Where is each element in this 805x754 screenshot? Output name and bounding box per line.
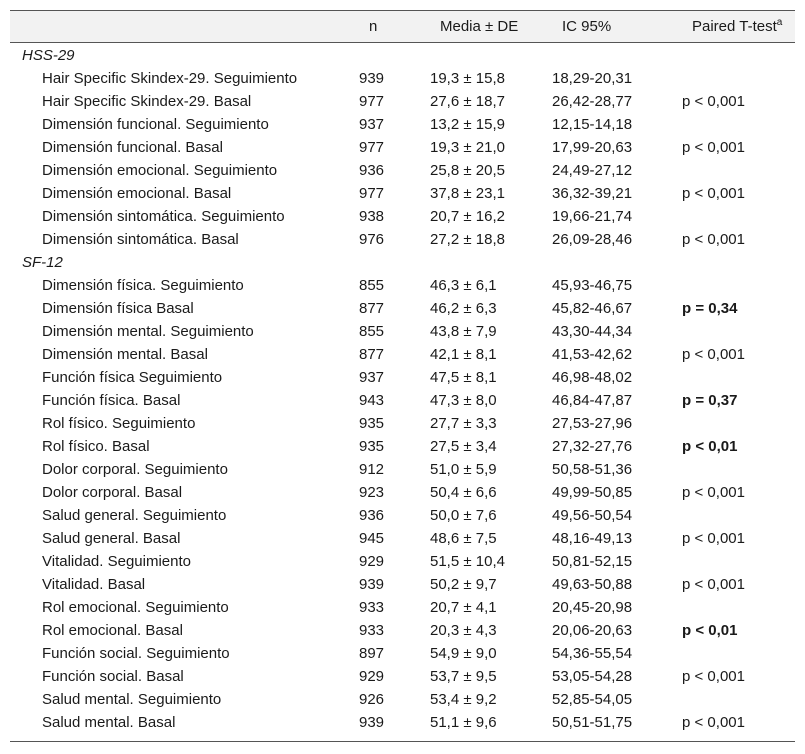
row-pvalue: p < 0,001 [682,139,745,156]
table-header [10,10,795,43]
section-title: HSS-29 [22,47,75,64]
table-row [0,573,805,596]
row-n: 977 [359,185,385,202]
row-ic: 46,98-48,02 [552,369,633,386]
table-row [0,366,805,389]
row-mean: 27,2 ± 18,8 [430,231,505,248]
row-label: Función social. Seguimiento [42,645,230,662]
row-label: Rol físico. Basal [42,438,150,455]
section-row [0,44,805,67]
row-mean: 51,5 ± 10,4 [430,553,505,570]
row-label: Hair Specific Skindex-29. Basal [42,93,252,110]
row-mean: 47,5 ± 8,1 [430,369,497,386]
table-row [0,113,805,136]
row-pvalue: p < 0,001 [682,231,745,248]
header-n: n [369,18,378,35]
row-n: 929 [359,668,385,685]
table-row [0,159,805,182]
row-pvalue: p < 0,01 [682,438,738,455]
row-label: Salud mental. Seguimiento [42,691,222,708]
table-row [0,665,805,688]
row-ic: 26,42-28,77 [552,93,633,110]
row-label: Dimensión emocional. Seguimiento [42,162,278,179]
row-mean: 42,1 ± 8,1 [430,346,497,363]
row-ic: 49,63-50,88 [552,576,633,593]
row-ic: 27,32-27,76 [552,438,633,455]
row-mean: 46,3 ± 6,1 [430,277,497,294]
row-mean: 27,7 ± 3,3 [430,415,497,432]
row-ic: 54,36-55,54 [552,645,633,662]
row-n: 935 [359,415,385,432]
table-row [0,90,805,113]
row-mean: 51,1 ± 9,6 [430,714,497,731]
header-ptest-footnote: a [776,17,783,28]
table-row [0,688,805,711]
row-ic: 52,85-54,05 [552,691,633,708]
row-n: 877 [359,300,385,317]
row-ic: 27,53-27,96 [552,415,633,432]
row-n: 936 [359,162,385,179]
section-row [0,251,805,274]
row-label: Dimensión funcional. Seguimiento [42,116,269,133]
row-mean: 25,8 ± 20,5 [430,162,505,179]
row-pvalue: p < 0,001 [682,346,745,363]
table-row [0,389,805,412]
row-ic: 20,06-20,63 [552,622,633,639]
table-row [0,711,805,734]
table-row [0,228,805,251]
table-row [0,136,805,159]
row-n: 935 [359,438,385,455]
row-n: 943 [359,392,385,409]
row-ic: 53,05-54,28 [552,668,633,685]
row-n: 929 [359,553,385,570]
row-n: 938 [359,208,385,225]
row-label: Dolor corporal. Seguimiento [42,461,228,478]
row-n: 926 [359,691,385,708]
table-row [0,458,805,481]
row-label: Dimensión mental. Seguimiento [42,323,254,340]
table-row [0,435,805,458]
table-row [0,504,805,527]
row-pvalue: p = 0,37 [682,392,738,409]
row-label: Vitalidad. Basal [42,576,146,593]
row-pvalue: p < 0,001 [682,530,745,547]
row-n: 937 [359,369,385,386]
row-pvalue: p < 0,001 [682,185,745,202]
header-ptest [692,15,782,38]
row-pvalue: p < 0,001 [682,93,745,110]
row-pvalue: p < 0,001 [682,484,745,501]
row-ic: 48,16-49,13 [552,530,633,547]
row-pvalue: p < 0,001 [682,668,745,685]
row-n: 939 [359,70,385,87]
row-mean: 53,4 ± 9,2 [430,691,497,708]
row-mean: 47,3 ± 8,0 [430,392,497,409]
row-mean: 50,2 ± 9,7 [430,576,497,593]
row-mean: 46,2 ± 6,3 [430,300,497,317]
row-pvalue: p = 0,34 [682,300,738,317]
row-label: Rol emocional. Seguimiento [42,599,229,616]
section-title: SF-12 [22,254,63,271]
row-mean: 20,7 ± 4,1 [430,599,497,616]
row-n: 976 [359,231,385,248]
row-mean: 48,6 ± 7,5 [430,530,497,547]
row-n: 897 [359,645,385,662]
row-mean: 13,2 ± 15,9 [430,116,505,133]
row-pvalue: p < 0,01 [682,622,738,639]
row-mean: 19,3 ± 21,0 [430,139,505,156]
row-n: 923 [359,484,385,501]
row-label: Dolor corporal. Basal [42,484,183,501]
row-n: 877 [359,346,385,363]
row-mean: 51,0 ± 5,9 [430,461,497,478]
row-label: Dimensión sintomática. Seguimiento [42,208,285,225]
row-mean: 53,7 ± 9,5 [430,668,497,685]
table-row [0,67,805,90]
row-mean: 27,6 ± 18,7 [430,93,505,110]
row-label: Dimensión física. Seguimiento [42,277,244,294]
row-n: 912 [359,461,385,478]
row-label: Dimensión sintomática. Basal [42,231,239,248]
row-n: 933 [359,622,385,639]
table-row [0,550,805,573]
row-mean: 20,7 ± 16,2 [430,208,505,225]
row-n: 945 [359,530,385,547]
header-mean: Media ± DE [440,18,519,35]
row-label: Rol físico. Seguimiento [42,415,196,432]
row-label: Vitalidad. Seguimiento [42,553,191,570]
row-ic: 20,45-20,98 [552,599,633,616]
row-n: 977 [359,93,385,110]
row-label: Salud general. Basal [42,530,181,547]
row-n: 939 [359,576,385,593]
row-label: Función física. Basal [42,392,181,409]
row-ic: 12,15-14,18 [552,116,633,133]
row-ic: 19,66-21,74 [552,208,633,225]
row-label: Rol emocional. Basal [42,622,183,639]
row-ic: 18,29-20,31 [552,70,633,87]
row-mean: 19,3 ± 15,8 [430,70,505,87]
row-mean: 20,3 ± 4,3 [430,622,497,639]
row-ic: 49,99-50,85 [552,484,633,501]
bottom-rule [10,741,795,742]
table-row [0,481,805,504]
row-ic: 46,84-47,87 [552,392,633,409]
row-n: 937 [359,116,385,133]
table-row [0,642,805,665]
row-ic: 45,93-46,75 [552,277,633,294]
row-n: 936 [359,507,385,524]
table-row [0,619,805,642]
row-ic: 26,09-28,46 [552,231,633,248]
row-pvalue: p < 0,001 [682,714,745,731]
row-ic: 41,53-42,62 [552,346,633,363]
table-row [0,205,805,228]
row-mean: 54,9 ± 9,0 [430,645,497,662]
row-ic: 36,32-39,21 [552,185,633,202]
row-ic: 17,99-20,63 [552,139,633,156]
row-mean: 50,0 ± 7,6 [430,507,497,524]
row-ic: 43,30-44,34 [552,323,633,340]
row-n: 855 [359,277,385,294]
row-mean: 50,4 ± 6,6 [430,484,497,501]
row-ic: 50,51-51,75 [552,714,633,731]
row-n: 977 [359,139,385,156]
row-label: Dimensión funcional. Basal [42,139,223,156]
table-row [0,320,805,343]
row-ic: 24,49-27,12 [552,162,633,179]
row-label: Hair Specific Skindex-29. Seguimiento [42,70,298,87]
row-n: 855 [359,323,385,340]
row-label: Salud general. Seguimiento [42,507,227,524]
header-ic: IC 95% [562,18,612,35]
header-ptest-label: Paired T-test [692,18,777,35]
row-label: Dimensión emocional. Basal [42,185,232,202]
table-row [0,182,805,205]
row-mean: 37,8 ± 23,1 [430,185,505,202]
table-row [0,527,805,550]
row-ic: 50,81-52,15 [552,553,633,570]
row-label: Función social. Basal [42,668,184,685]
table-row [0,412,805,435]
row-label: Dimensión física Basal [42,300,194,317]
table-row [0,297,805,320]
row-ic: 49,56-50,54 [552,507,633,524]
row-mean: 27,5 ± 3,4 [430,438,497,455]
table-row [0,343,805,366]
row-ic: 45,82-46,67 [552,300,633,317]
table-row [0,596,805,619]
row-ic: 50,58-51,36 [552,461,633,478]
row-label: Dimensión mental. Basal [42,346,208,363]
row-n: 933 [359,599,385,616]
row-pvalue: p < 0,001 [682,576,745,593]
row-label: Función física Seguimiento [42,369,223,386]
table-row [0,274,805,297]
row-label: Salud mental. Basal [42,714,176,731]
row-mean: 43,8 ± 7,9 [430,323,497,340]
row-n: 939 [359,714,385,731]
